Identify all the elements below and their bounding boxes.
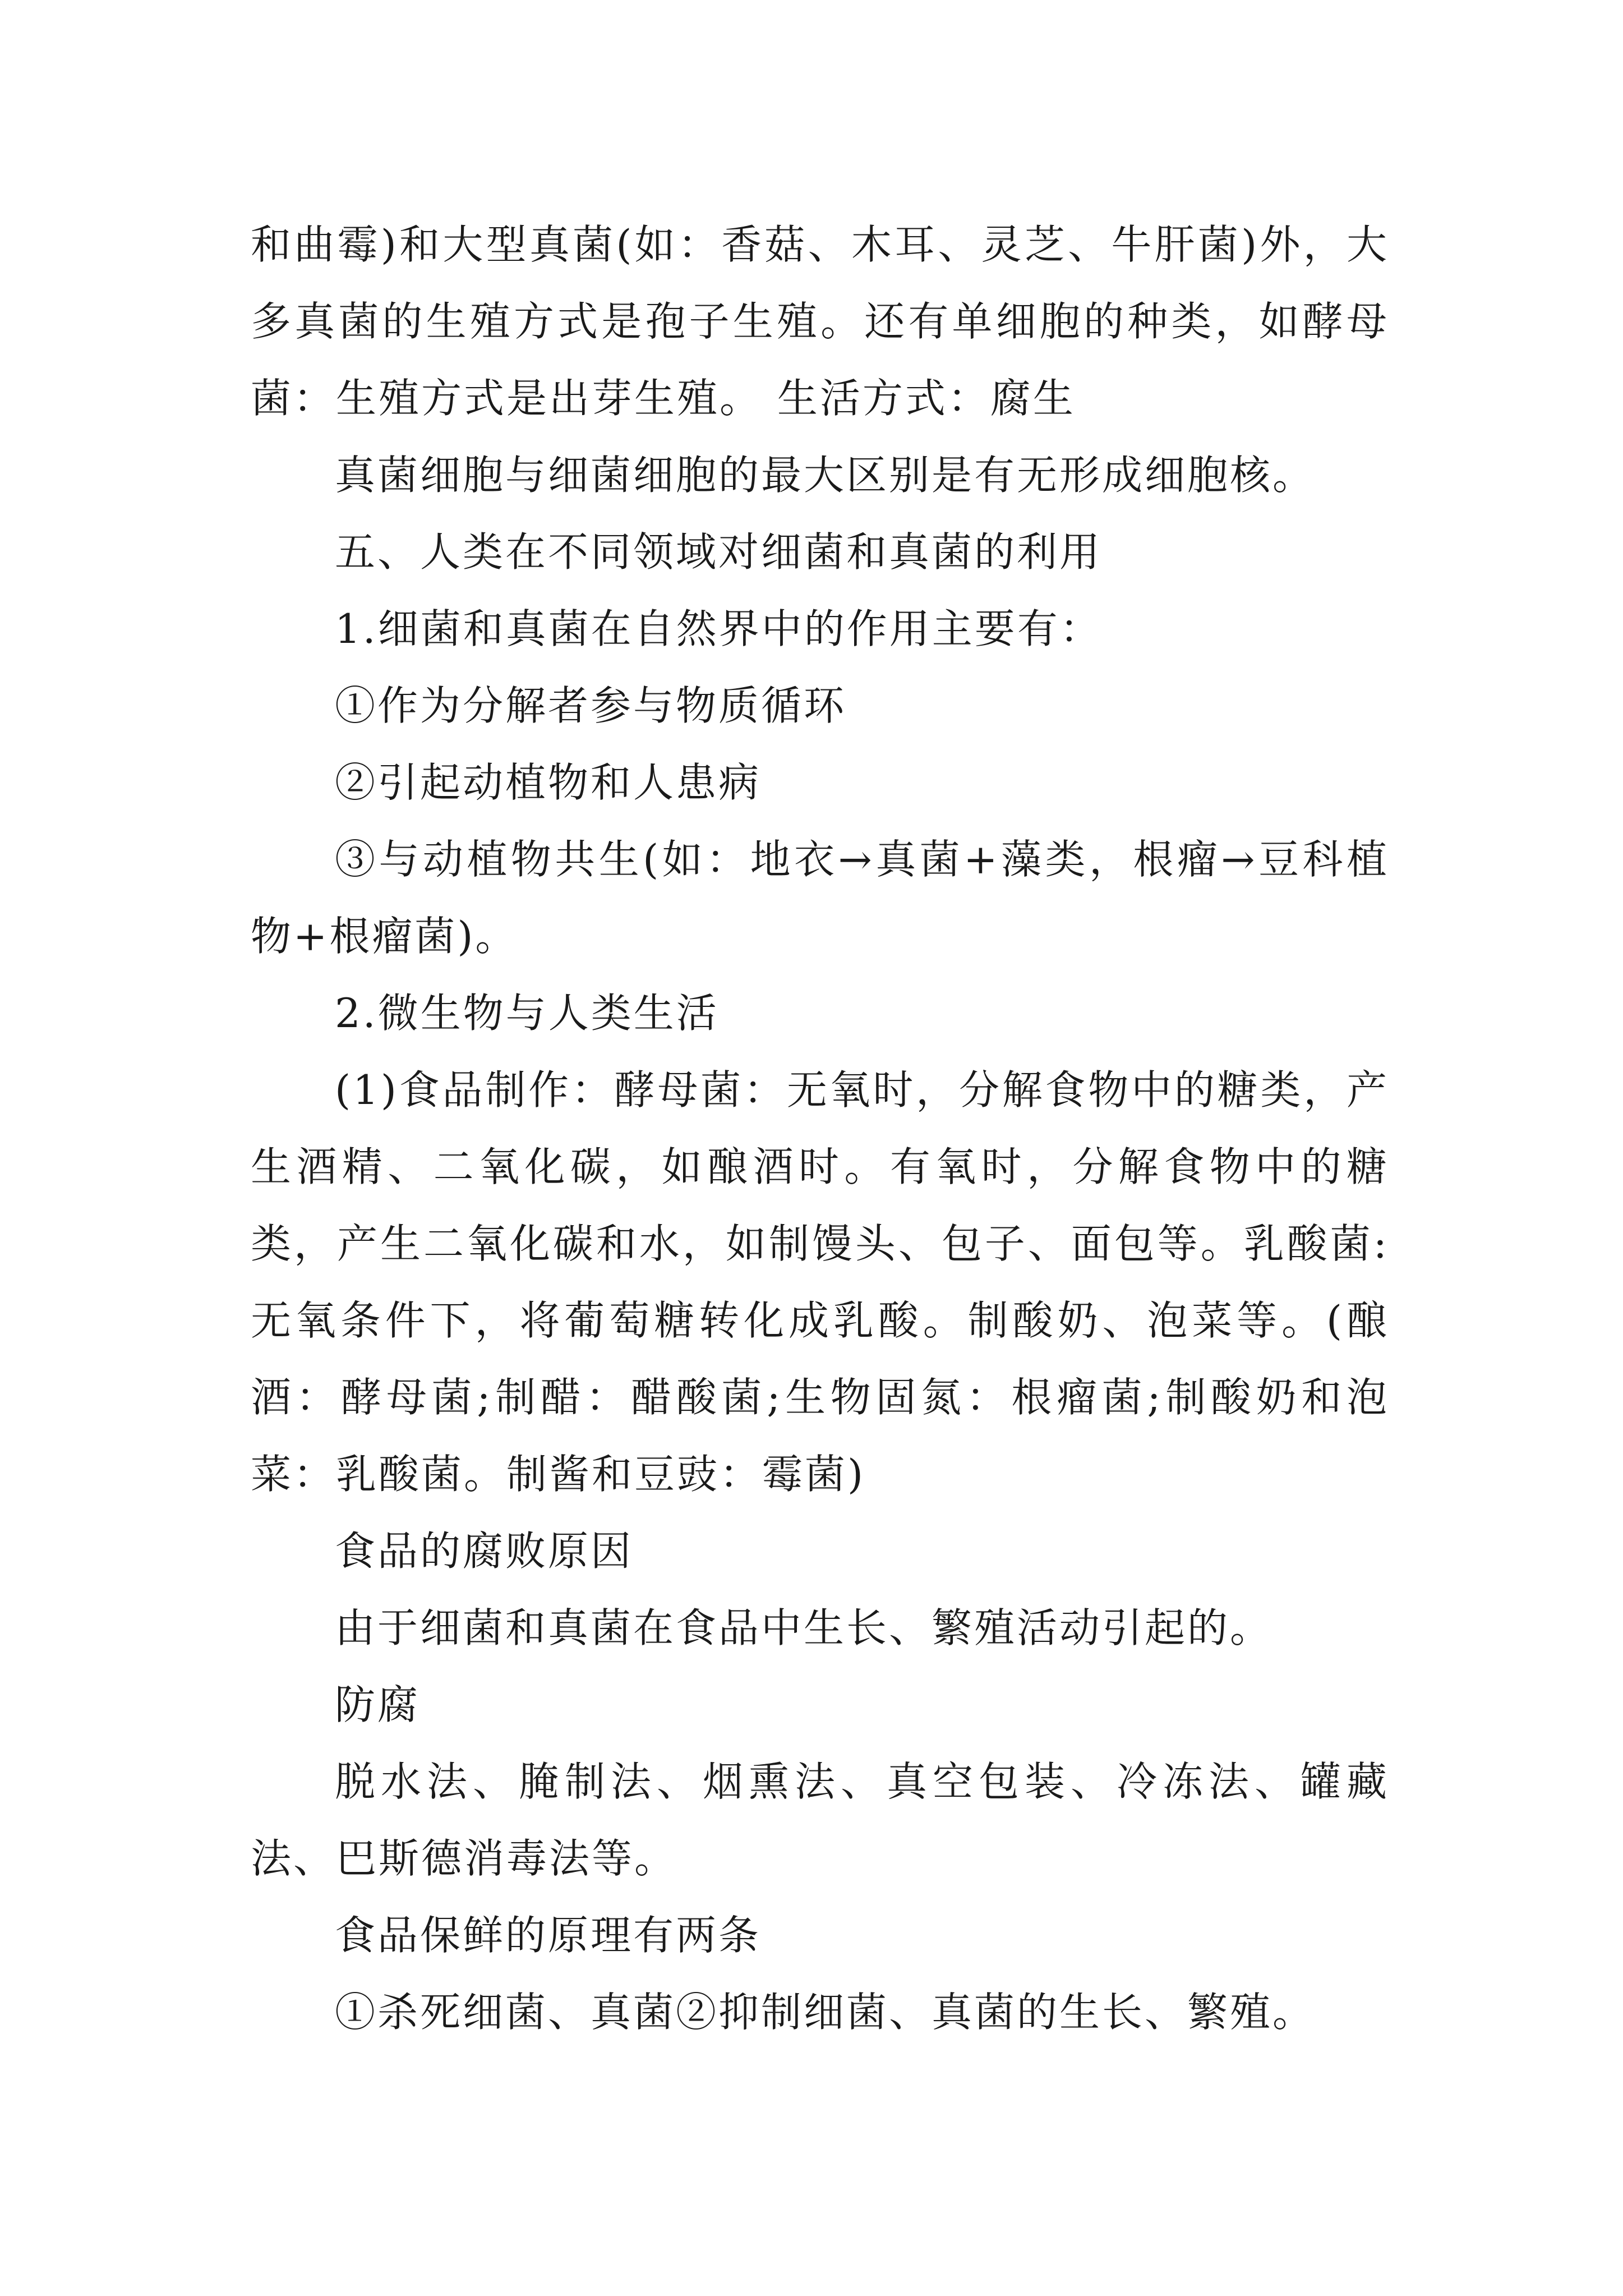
paragraph: 真菌细胞与细菌细胞的最大区别是有无形成细胞核。 bbox=[335, 452, 1316, 499]
paragraph: 防腐 bbox=[335, 1681, 421, 1728]
paragraph: (1)食品制作：酵母菌：无氧时，分解食物中的糖类，产生酒精、二氧化碳，如酿酒时。有氧时，分解食物中的糖类，产生二氧化碳和水，如制馒头、包子、面包等。乳酸菌:无氧条件下，将葡萄糖转化成乳酸。制酸奶、泡菜等。(酿酒：酵母菌;制醋：醋酸菌;生物固氮：根瘤菌;制酸奶和泡菜：乳酸菌。制酱和豆豉：霉菌) bbox=[251, 1066, 1389, 1498]
paragraph: 2.微生物与人类生活 bbox=[335, 990, 719, 1037]
paragraph: 食品的腐败原因 bbox=[335, 1527, 634, 1575]
list-item: ①作为分解者参与物质循环 bbox=[335, 682, 847, 729]
paragraph: 1.细菌和真菌在自然界中的作用主要有： bbox=[335, 605, 1103, 652]
paragraph: ①杀死细菌、真菌②抑制细菌、真菌的生长、繁殖。 bbox=[335, 1989, 1316, 2036]
list-item: ②引起动植物和人患病 bbox=[335, 759, 762, 806]
section-heading: 五、人类在不同领域对细菌和真菌的利用 bbox=[335, 528, 1103, 576]
paragraph: 由于细菌和真菌在食品中生长、繁殖活动引起的。 bbox=[335, 1604, 1273, 1651]
paragraph: 脱水法、腌制法、烟熏法、真空包装、冷冻法、罐藏法、巴斯德消毒法等。 bbox=[251, 1758, 1389, 1882]
paragraph: 和曲霉)和大型真菌(如：香菇、木耳、灵芝、牛肝菌)外，大多真菌的生殖方式是孢子生殖。还有单细胞的种类，如酵母菌：生殖方式是出芽生殖。 生活方式：腐生 bbox=[251, 221, 1389, 422]
document-body bbox=[251, 206, 1389, 2051]
list-item: ③与动植物共生(如：地衣→真菌+藻类，根瘤→豆科植物+根瘤菌)。 bbox=[251, 836, 1389, 960]
paragraph: 食品保鲜的原理有两条 bbox=[335, 1912, 762, 1959]
